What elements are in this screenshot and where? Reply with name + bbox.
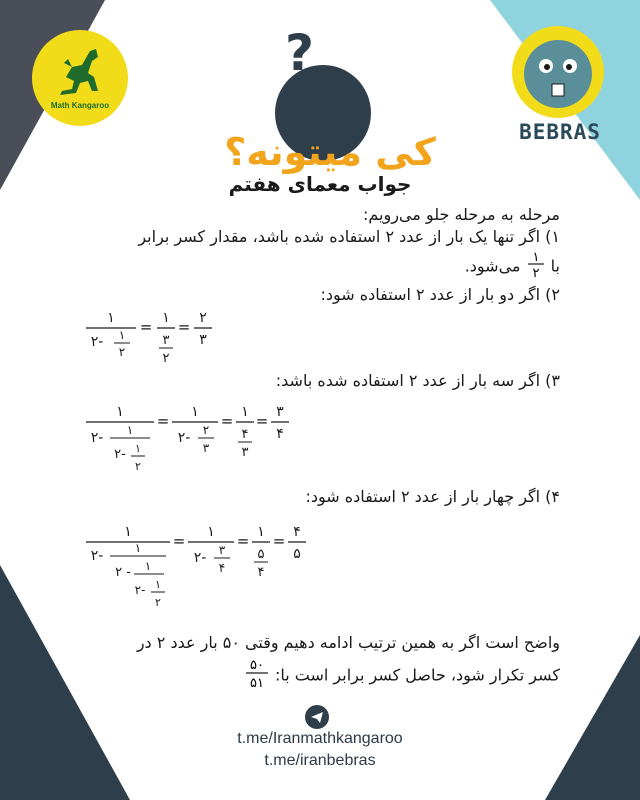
svg-text:۳: ۳ (162, 333, 170, 348)
bebras-wordmark: BEBRAS (519, 120, 601, 144)
beaver-icon (524, 40, 592, 108)
svg-text:۲: ۲ (532, 266, 540, 281)
step1-prefix: با (550, 256, 560, 276)
math-kangaroo-logo (32, 30, 128, 126)
svg-text:۳: ۳ (199, 332, 207, 348)
telegram-icon (305, 705, 329, 729)
kangaroo-icon (52, 47, 108, 99)
step3-text: ۳) اگر سه بار از عدد ۲ استفاده شده باشد: (275, 371, 560, 390)
svg-text:۱: ۱ (207, 524, 215, 540)
svg-text:۱: ۱ (135, 442, 141, 455)
svg-text:۱: ۱ (191, 404, 199, 420)
step1-suffix: می‌شود. (464, 256, 521, 276)
fraction-fifty-fiftyone (244, 656, 270, 696)
svg-text:۱: ۱ (241, 404, 249, 420)
fraction-one-half (526, 248, 546, 286)
svg-text:۴: ۴ (241, 427, 249, 442)
svg-text:۲: ۲ (199, 310, 207, 326)
svg-text:۴: ۴ (293, 524, 301, 540)
center-logo (224, 24, 436, 174)
step1-text: ۱) اگر تنها یک بار از عدد ۲ استفاده شده باشد، مقدار کسر برابر (138, 227, 560, 246)
svg-text:۵: ۵ (293, 546, 301, 562)
svg-text:=: = (156, 412, 170, 430)
svg-text:۲-: ۲- (90, 548, 104, 564)
svg-text:۲-: ۲- (177, 430, 191, 446)
math-kangaroo-label: Math Kangaroo (50, 100, 110, 110)
telegram-link-bebras[interactable]: t.me/iranbebras (264, 752, 376, 769)
svg-text:۲: ۲ (135, 460, 141, 473)
svg-text:۱: ۱ (124, 524, 132, 540)
svg-text:=: = (255, 412, 269, 430)
svg-text:۲-: ۲- (90, 334, 104, 350)
svg-text:۲: ۲ (202, 423, 210, 437)
center-logo-text: کی میتونه؟ (224, 130, 436, 174)
svg-text:=: = (177, 318, 191, 336)
svg-text:۲-: ۲- (90, 430, 104, 446)
svg-text:=: = (236, 532, 250, 550)
svg-text:۲: ۲ (162, 351, 170, 366)
svg-text:=: = (272, 532, 286, 550)
svg-text:۴: ۴ (218, 561, 226, 575)
svg-text:۳: ۳ (276, 404, 284, 420)
step4-equation (84, 520, 324, 624)
intro-text: مرحله به مرحله جلو می‌رویم: (362, 205, 560, 224)
svg-text:۱: ۱ (257, 524, 265, 540)
svg-text:=: = (220, 412, 234, 430)
svg-text:۱: ۱ (116, 404, 124, 420)
svg-text:۲: ۲ (155, 596, 161, 609)
svg-text:=: = (172, 532, 186, 550)
page-title: جواب معمای هفتم (228, 172, 412, 196)
step3-equation (84, 400, 304, 484)
svg-text:۳: ۳ (218, 543, 226, 557)
svg-text:۱: ۱ (107, 310, 115, 326)
svg-text:۱: ۱ (155, 578, 161, 591)
step4-text: ۴) اگر چهار بار از عدد ۲ استفاده شود: (305, 487, 560, 506)
svg-text:۲ -: ۲ - (115, 565, 131, 580)
conclusion-line2: کسر تکرار شود، حاصل کسر برابر است با: ۵۰ ۵۱ (244, 656, 560, 696)
svg-text:۳: ۳ (202, 441, 210, 455)
svg-text:=: = (139, 318, 153, 336)
telegram-link-kangaroo[interactable]: t.me/Iranmathkangaroo (237, 730, 403, 747)
conclusion-line1: واضح است اگر به همین ترتیب ادامه دهیم وقتی ۵۰ بار عدد ۲ در (136, 633, 560, 652)
step2-equation (84, 306, 224, 372)
svg-text:۳: ۳ (241, 445, 249, 460)
svg-text:۱: ۱ (144, 559, 152, 573)
svg-text:۱: ۱ (532, 250, 540, 265)
svg-text:۲-: ۲- (114, 447, 126, 462)
svg-text:۲: ۲ (118, 345, 126, 359)
bebras-logo (496, 22, 624, 172)
svg-text:۵۰: ۵۰ (249, 658, 264, 673)
step1-result (465, 248, 560, 286)
svg-text:۴: ۴ (276, 426, 284, 442)
svg-text:۵: ۵ (257, 547, 265, 562)
question-mark-icon: ? (285, 24, 315, 82)
svg-text:۴: ۴ (257, 565, 265, 580)
svg-text:۲-: ۲- (193, 550, 207, 566)
svg-text:۲-: ۲- (134, 583, 146, 597)
svg-text:۱: ۱ (126, 423, 134, 437)
svg-text:۱: ۱ (162, 310, 170, 326)
svg-text:۱: ۱ (118, 328, 126, 342)
svg-text:۱: ۱ (134, 541, 142, 555)
svg-text:۵۱: ۵۱ (249, 676, 264, 691)
step2-text: ۲) اگر دو بار از عدد ۲ استفاده شود: (320, 285, 560, 304)
